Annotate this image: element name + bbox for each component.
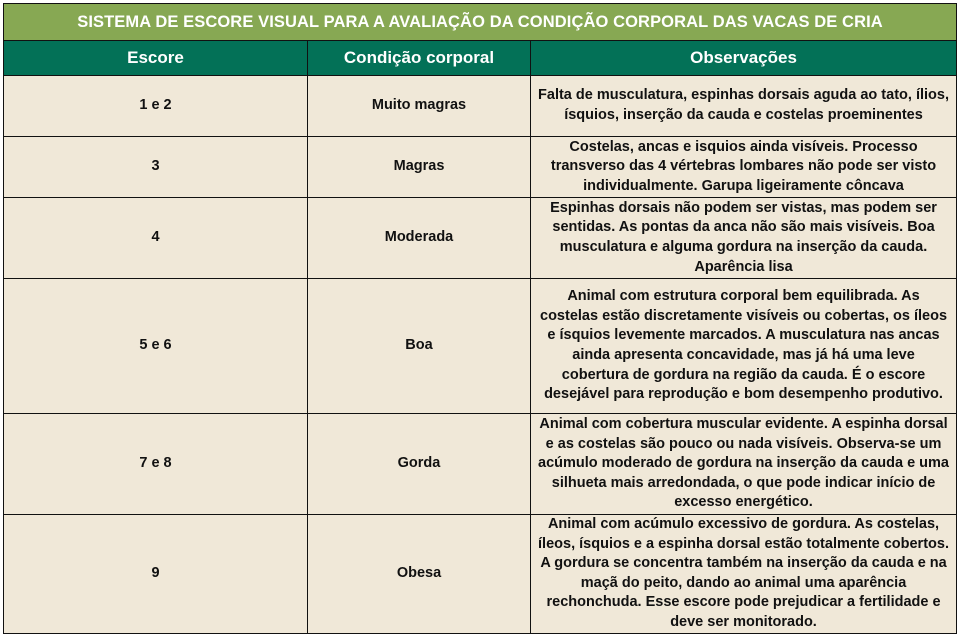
cell-observacoes: Animal com cobertura muscular evidente. A espinha dorsal e as costelas são pouco ou nada visíveis. Observa-se um acúmulo moderado de gordura na inserção da cauda e uma silhueta mais arredondada, o que pode indicar início de excesso energético. bbox=[531, 414, 957, 515]
cell-observacoes: Espinhas dorsais não podem ser vistas, mas podem ser sentidas. As pontas da anca não são mais visíveis. Boa musculatura e alguma gordura na inserção da cauda. Aparência lisa bbox=[531, 198, 957, 279]
cell-observacoes: Costelas, ancas e isquios ainda visíveis. Processo transverso das 4 vértebras lombares não pode ser visto individualmente. Garupa ligeiramente côncava bbox=[531, 137, 957, 198]
cell-condicao: Obesa bbox=[308, 515, 531, 634]
table-row bbox=[4, 515, 957, 634]
cell-observacoes: Animal com estrutura corporal bem equilibrada. As costelas estão discretamente visíveis ou cobertas, os íleos e ísquios levemente marcados. A musculatura nas ancas ainda apresenta concavidade, mas já há uma leve cobertura de gordura na região da cauda. É o escore desejável para reprodução e bom desempenho produtivo. bbox=[531, 279, 957, 414]
column-header-condicao: Condição corporal bbox=[308, 41, 531, 76]
table-row bbox=[4, 76, 957, 137]
column-header-escore: Escore bbox=[4, 41, 308, 76]
cell-condicao: Muito magras bbox=[308, 76, 531, 137]
cell-condicao: Boa bbox=[308, 279, 531, 414]
title-row bbox=[4, 4, 957, 41]
cell-escore: 7 e 8 bbox=[4, 414, 308, 515]
table-row bbox=[4, 279, 957, 414]
table-row bbox=[4, 198, 957, 279]
cell-escore: 4 bbox=[4, 198, 308, 279]
table-title: SISTEMA DE ESCORE VISUAL PARA A AVALIAÇÃO DA CONDIÇÃO CORPORAL DAS VACAS DE CRIA bbox=[4, 4, 957, 41]
cell-observacoes: Animal com acúmulo excessivo de gordura. As costelas, íleos, ísquios e a espinha dorsal estão totalmente cobertos. A gordura se concentra também na inserção da cauda e na maçã do peito, dando ao animal uma aparência rechonchuda. Esse escore pode prejudicar a fertilidade e deve ser monitorado. bbox=[531, 515, 957, 634]
cell-condicao: Gorda bbox=[308, 414, 531, 515]
cell-observacoes: Falta de musculatura, espinhas dorsais aguda ao tato, ílios, ísquios, inserção da cauda e costelas proeminentes bbox=[531, 76, 957, 137]
cell-escore: 3 bbox=[4, 137, 308, 198]
cell-condicao: Magras bbox=[308, 137, 531, 198]
cell-escore: 9 bbox=[4, 515, 308, 634]
table-row bbox=[4, 414, 957, 515]
header-row bbox=[4, 41, 957, 76]
column-header-observacoes: Observações bbox=[531, 41, 957, 76]
cell-escore: 5 e 6 bbox=[4, 279, 308, 414]
cell-escore: 1 e 2 bbox=[4, 76, 308, 137]
body-condition-score-table bbox=[3, 3, 957, 634]
table-row bbox=[4, 137, 957, 198]
cell-condicao: Moderada bbox=[308, 198, 531, 279]
